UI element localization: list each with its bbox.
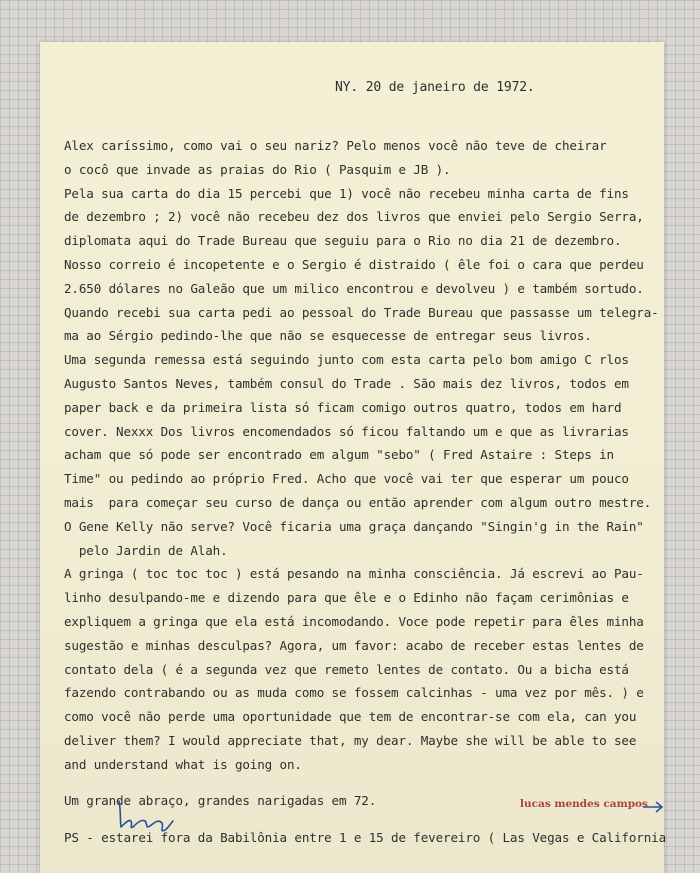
letter-line: o cocô que invade as praias do Rio ( Pasquim e JB ). — [64, 162, 451, 177]
letter-line: Quando recebi sua carta pedi ao pessoal do Trade Bureau que passasse um telegra- — [64, 305, 659, 320]
letter-line: and understand what is going on. — [64, 757, 302, 772]
letter-line: Pela sua carta do dia 15 percebi que 1) você não recebeu minha carta de fins — [64, 186, 629, 201]
letter-line: pelo Jardin de Alah. — [64, 543, 228, 558]
letter-line: fazendo contrabando ou as muda como se fossem calcinhas - uma vez por mês. ) e — [64, 685, 644, 700]
letter-line: sugestão e minhas desculpas? Agora, um favor: acabo de receber estas lentes de — [64, 638, 644, 653]
letter-line: paper back e da primeira lista só ficam comigo outros quatro, todos em hard — [64, 400, 622, 415]
letter-line: Nosso correio é incopetente e o Sergio é distraido ( êle foi o cara que perdeu — [64, 257, 644, 272]
letter-line: O Gene Kelly não serve? Você ficaria uma graça dançando "Singin'g in the Rain" — [64, 519, 644, 534]
letter-line: 2.650 dólares no Galeão que um milico encontrou e devolveu ) e também sortudo. — [64, 281, 644, 296]
letter-line: Uma segunda remessa está seguindo junto com esta carta pelo bom amigo C rlos — [64, 352, 629, 367]
letter-line: acham que só pode ser encontrado em algum "sebo" ( Fred Astaire : Steps in — [64, 447, 614, 462]
letter-line: de dezembro ; 2) você não recebeu dez dos livros que enviei pelo Sergio Serra, — [64, 209, 644, 224]
arrow-right-icon — [642, 799, 666, 815]
letter-sheet — [40, 42, 664, 873]
letter-line: como você não perde uma oportunidade que tem de encontrar-se com ela, can you — [64, 709, 637, 724]
letter-line: cover. Nexxx Dos livros encomendados só ficou faltando um e que as livrarias — [64, 424, 629, 439]
name-stamp: lucas mendes campos — [520, 798, 648, 810]
letter-line: expliquem a gringa que ela está incomodando. Voce pode repetir para êles minha — [64, 614, 644, 629]
letter-line: linho desulpando-me e dizendo para que êle e o Edinho não façam cerimônias e — [64, 590, 629, 605]
letter-postscript: PS - estarei fora da Babilônia entre 1 e 15 de fevereiro ( Las Vegas e California — [64, 830, 666, 845]
letter-line: diplomata aqui do Trade Bureau que seguiu para o Rio no dia 21 de dezembro. — [64, 233, 622, 248]
letter-line: ma ao Sérgio pedindo-lhe que não se esquecesse de entregar seus livros. — [64, 328, 592, 343]
letter-line: A gringa ( toc toc toc ) está pesando na minha consciência. Já escrevi ao Pau- — [64, 566, 644, 581]
letter-line: Augusto Santos Neves, também consul do Trade . São mais dez livros, todos em — [64, 376, 629, 391]
letter-line: deliver them? I would appreciate that, my dear. Maybe she will be able to see — [64, 733, 637, 748]
letter-line: Alex caríssimo, como vai o seu nariz? Pelo menos você não teve de cheirar — [64, 138, 607, 153]
letter-date: NY. 20 de janeiro de 1972. — [335, 80, 535, 95]
letter-line: mais para começar seu curso de dança ou então aprender com algum outro mestre. — [64, 495, 652, 510]
letter-line: contato dela ( é a segunda vez que remeto lentes de contato. Ou a bicha está — [64, 662, 629, 677]
letter-closing: Um grande abraço, grandes narigadas em 72. — [64, 793, 377, 808]
letter-line: Time" ou pedindo ao próprio Fred. Acho que você vai ter que esperar um pouco — [64, 471, 629, 486]
